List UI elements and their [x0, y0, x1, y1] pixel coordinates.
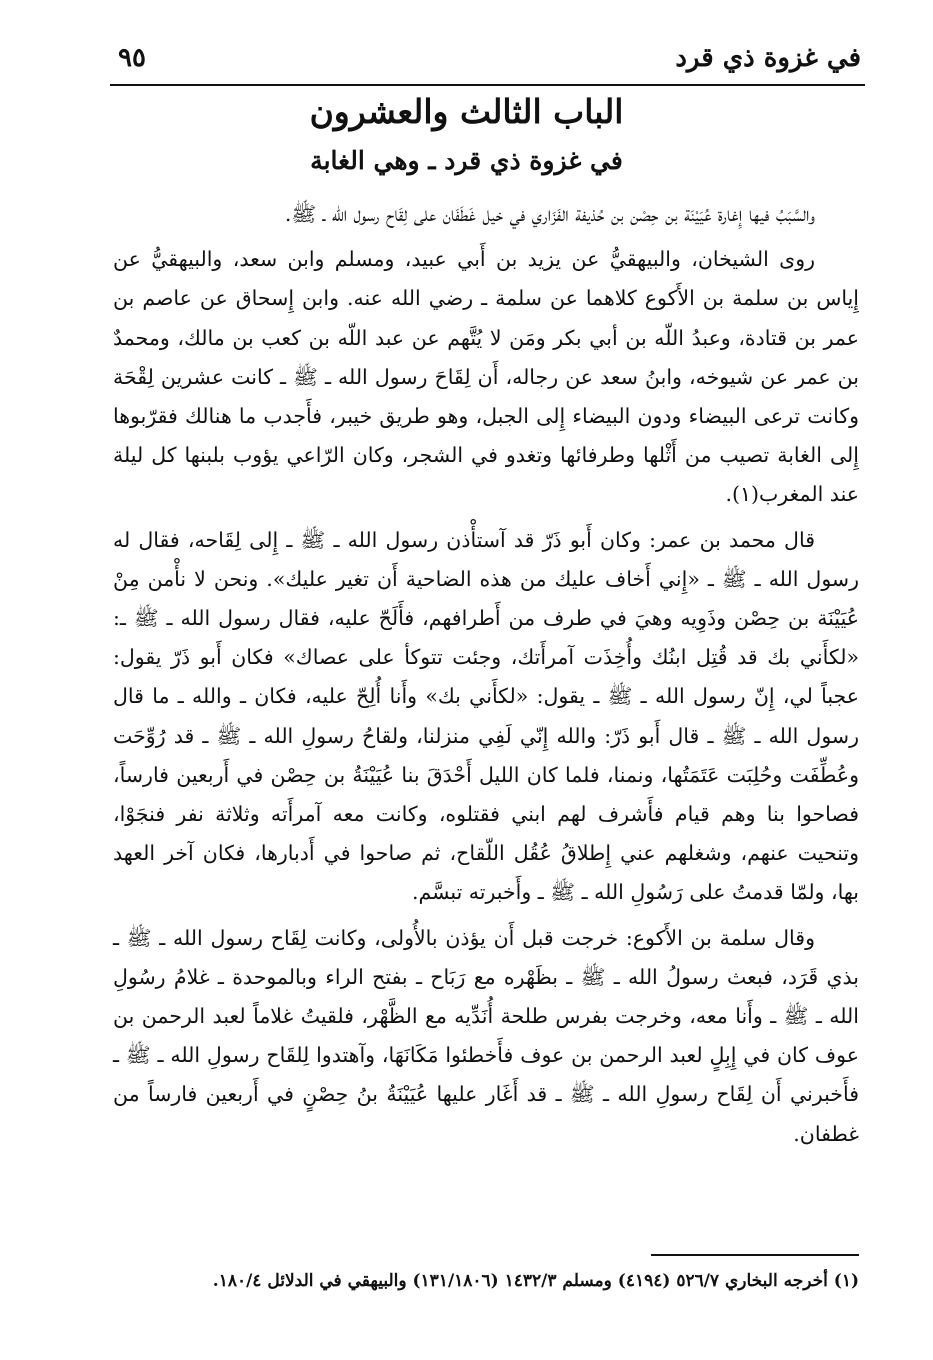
paragraph: وقال سلمة بن الأَكوع: خرجت قبل أَن يؤذن بالأُولى، وكانت لِقَاح رسول الله ـ ﷺ ـ بذي قَرَد، فبعث رسولُ الله ـ ﷺ ـ بظَهْره مع رَبَاح ـ بفتح الراء وبالموحدة ـ غلامُ رسُولِ الله ـ ﷺ ـ وأَنا معه، وخرجت بفرس طلحة أُنَدِّيه مع الظَّهْر، فلقيتُ غلاماً لعبد الرحمن بن عوف كان في إِبِلٍ لعبد الرحمن بن عوف فأَخطئوا مَكَانَهَا، وآهتدوا لِلقَاح رسولِ الله ـ ﷺ ـ فأَخبرني أَن لِقَاح رسولِ الله ـ ﷺ ـ قد أَغَار عليها عُيَيْنَةُ بنُ حِصْنٍ في أَربعين فارساً من غطفان. [113, 925, 859, 1146]
paragraph: روى الشيخان، والبيهقيُّ عن يزيد بن أَبي عبيد، ومسلم وابن سعد، والبيهقيُّ عن إِياس بن سلمة بن الأَكوع كلاهما عن سلمة ـ رضي الله عنه. وابن إِسحاق عن عاصم بن عمر بن قتادة، وعبدُ اللّه بن أبي بكر ومَن لا يُتَّهم عن عبد اللّه بن كعب بن مالك، ومحمدٌ بن عمر عن شيوخه، وابنُ سعد عن رجاله، أَن لِقَاحَ رسول الله ـ ﷺ ـ كانت عشرين لِقْحَة وكانت ترعى البيضاء ودون البيضاء إِلى الجبل، وهو طريق خيبر، فأَجدب ما هنالك فقرّبوها إِلى الغابة تصيب من أَثْلها وطرفائها وتغدو في الشجر، وكان الرّاعي يؤوب بلبنها كل ليلة عند المغرب(١). [113, 247, 859, 507]
paragraph: قال محمد بن عمر: وكان أَبو ذَرّ قد آستأْذن رسول الله ـ ﷺ ـ إِلى لِقَاحه، فقال له رسول الله ـ ﷺ ـ «إِني أَخاف عليك من هذه الضاحية أَن تغير عليك». ونحن لا نأْمن مِنْ عُيَيْنَة بن حِصْن وذَوِيه وهيَ في طرف من أَطرافهم، فأَلَحّ عليه، فقال رسول الله ـ ﷺ ـ: «لكأَني بك قد قُتِل ابنُك وأُخِذَت آمرأَتك، وجئت تتوكأ على عصاك» فكان أَبو ذَرّ يقول: عجباً لي، إِنّ رسول الله ـ ﷺ ـ يقول: «لكأَني بك» وأَنا أُلِحّ عليه، فكان ـ والله ـ ما قال رسول الله ـ ﷺ ـ قال أَبو ذَرّ: والله إِنّي لَفِي منزلنا، ولقاحُ رسولِ الله ـ ﷺ ـ قد رُوِّحَت وعُطِّفَت وحُلِبَت عَتَمَتُها، ونمنا، فلما كان الليل أَحْدَقَ بنا عُيَيْنَةُ بن حِصْن في أَربعين فارساً، فصاحوا بنا وهم قيام فأَشرف لهم ابني فقتلوه، وكانت معه آمرأَته وثلاثة نفر فنجَوْا، وتنحيت عنهم، وشغلهم عني إِطلاقُ عُقُل اللّقاح، ثم صاحوا في أَدبارها، فكان آخر العهد بها، ولمّا قدمتُ على رَسُولِ الله ـ ﷺ ـ وأَخبرته تبسَّم. [113, 527, 859, 905]
footnote: (١) أخرجه البخاري ٥٢٦/٧ (٤١٩٤) ومسلم ١٤٣٢/٣ (١٣١/١٨٠٦) والبيهقي في الدلائل ١٨٠/٤. [212, 1271, 859, 1291]
running-title: في غزوة ذي قرد [675, 43, 861, 73]
chapter-subtitle: في غزوة ذي قرد ـ وهي الغابة [310, 146, 623, 175]
footnote-rule [651, 1254, 859, 1256]
page-number: ٩٥ [118, 43, 146, 73]
chapter-title: الباب الثالث والعشرون [309, 92, 624, 131]
paragraph: والسَّبَبُ فيها إِغارة عُيَيْنَة بن حِصْن بن حُذيفة الفَزَاري في خيل غَطَفَان على لِقَاح رسول الله ـ ﷺ. [284, 202, 815, 226]
header-rule [110, 84, 865, 86]
running-header [118, 36, 861, 80]
body-text [113, 195, 859, 1154]
